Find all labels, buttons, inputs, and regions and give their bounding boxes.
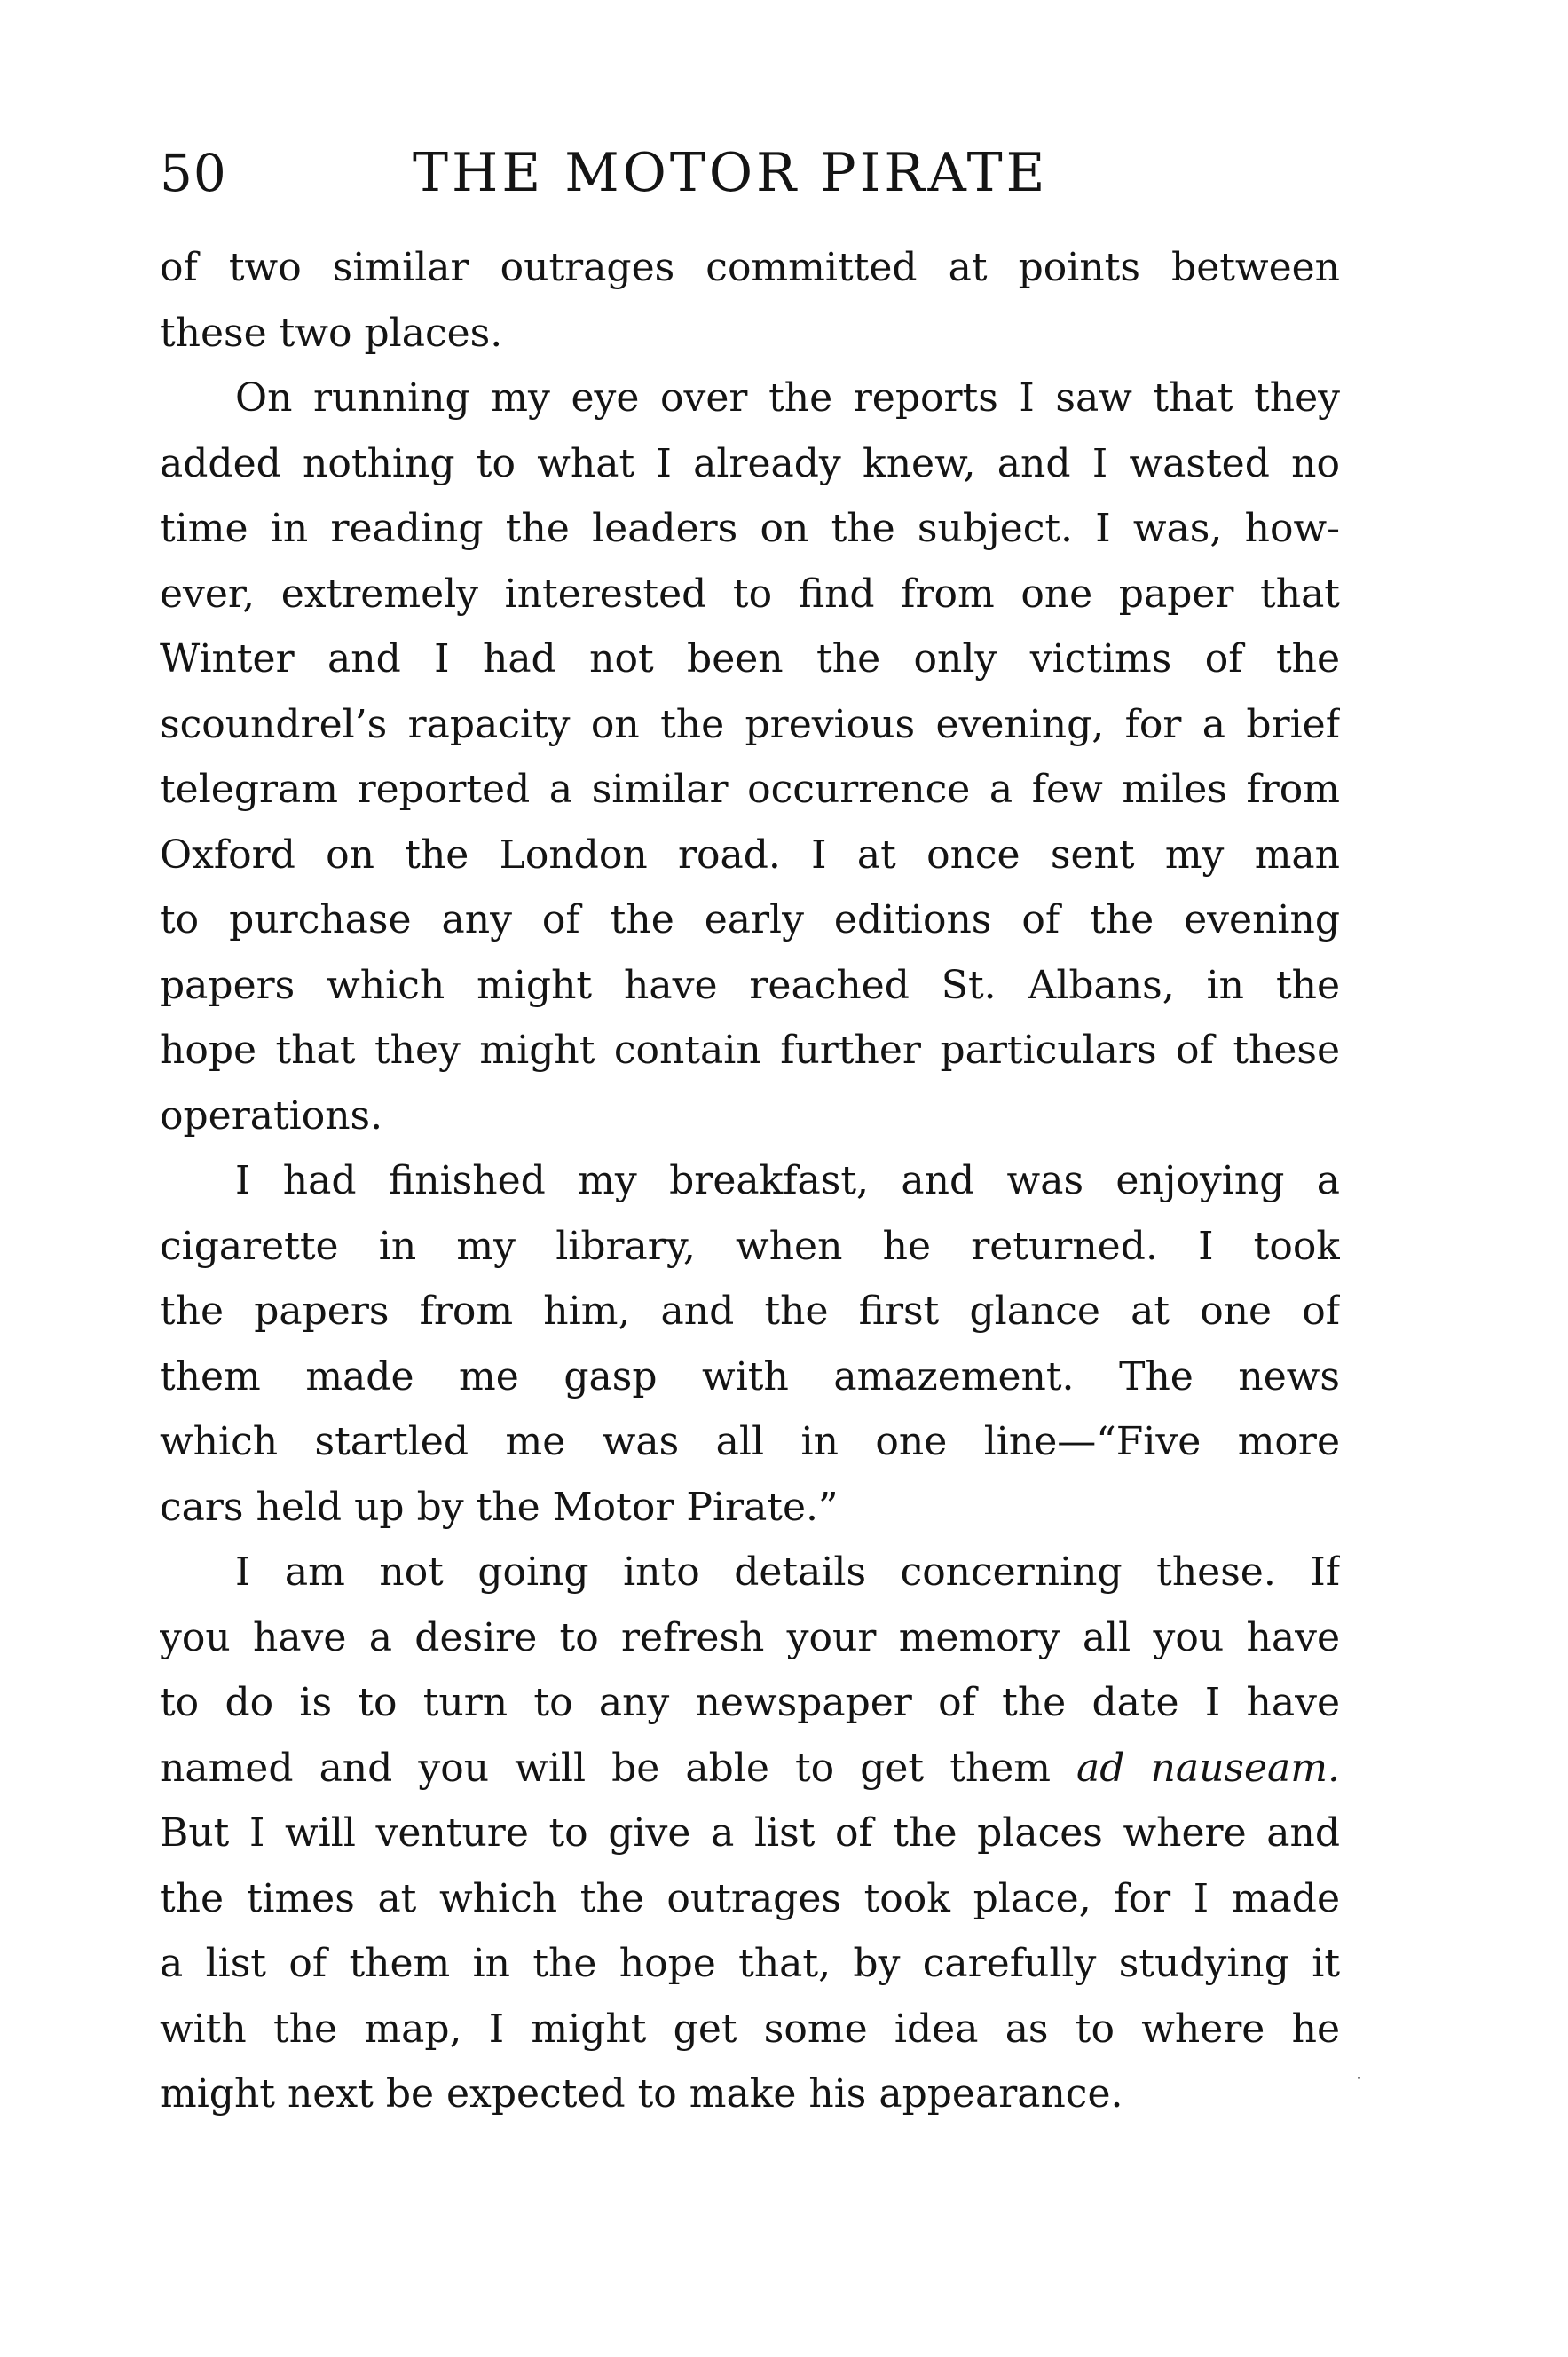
running-title: THE MOTOR PIRATE [413, 142, 1049, 204]
text-line: these two places. [160, 310, 503, 356]
text-line: time in reading the leaders on the subject. I was, how- [160, 506, 1340, 551]
text-line: Winter and I had not been the only victims of the [160, 636, 1340, 682]
text-line: hope that they might contain further particulars of these [160, 1028, 1340, 1073]
text-line: scoundrel’s rapacity on the previous evening, for a brief [160, 701, 1340, 747]
text-line: with the map, I might get some idea as to where he [160, 2006, 1340, 2052]
page-number: 50 [160, 143, 227, 203]
paragraph-3 [160, 1148, 1340, 1540]
text-line: to purchase any of the early editions of the evening [160, 897, 1340, 942]
paragraph-4 [160, 1540, 1340, 2127]
text-line: them made me gasp with amazement. The news [160, 1353, 1340, 1399]
text-line: But I will venture to give a list of the places where and [160, 1810, 1340, 1856]
text-line: I am not going into details concerning these. If [235, 1549, 1340, 1595]
text-line-with-italic [160, 1736, 1340, 1801]
text-line: the times at which the outrages took place, for I made [160, 1875, 1340, 1921]
body-text [160, 235, 1340, 2127]
text-line: to do is to turn to any newspaper of the date I have [160, 1680, 1340, 1725]
paragraph-1 [160, 235, 1340, 366]
text-line: ever, extremely interested to find from one paper that [160, 571, 1340, 617]
text-line: On running my eye over the reports I saw that they [235, 375, 1340, 421]
text-line: might next be expected to make his appearance. [160, 2071, 1123, 2117]
paragraph-2 [160, 366, 1340, 1148]
text-line: you have a desire to refresh your memory all you have [160, 1614, 1340, 1660]
page-header [160, 133, 1367, 213]
text-line: of two similar outrages committed at points between [160, 245, 1340, 290]
text-line: I had finished my breakfast, and was enjoying a [235, 1158, 1340, 1203]
text-line: added nothing to what I already knew, and I wasted no [160, 440, 1340, 486]
scan-speck [1358, 2077, 1360, 2079]
text-line: cigarette in my library, when he returned. I took [160, 1223, 1340, 1269]
text-line: which startled me was all in one line—“Five more [160, 1419, 1340, 1464]
text-line: operations. [160, 1092, 383, 1139]
text-line: telegram reported a similar occurrence a few miles from [160, 767, 1340, 812]
text-line: cars held up by the Motor Pirate.” [160, 1484, 839, 1530]
text-line: a list of them in the hope that, by carefully studying it [160, 1941, 1340, 1986]
italic-phrase: ad nauseam. [1076, 1745, 1340, 1791]
text-line: the papers from him, and the first glance at one of [160, 1289, 1340, 1334]
text-line: Oxford on the London road. I at once sent my man [160, 832, 1340, 878]
text-segment: named and you will be able to get them [160, 1745, 1077, 1791]
text-line: papers which might have reached St. Albans, in the [160, 962, 1340, 1008]
